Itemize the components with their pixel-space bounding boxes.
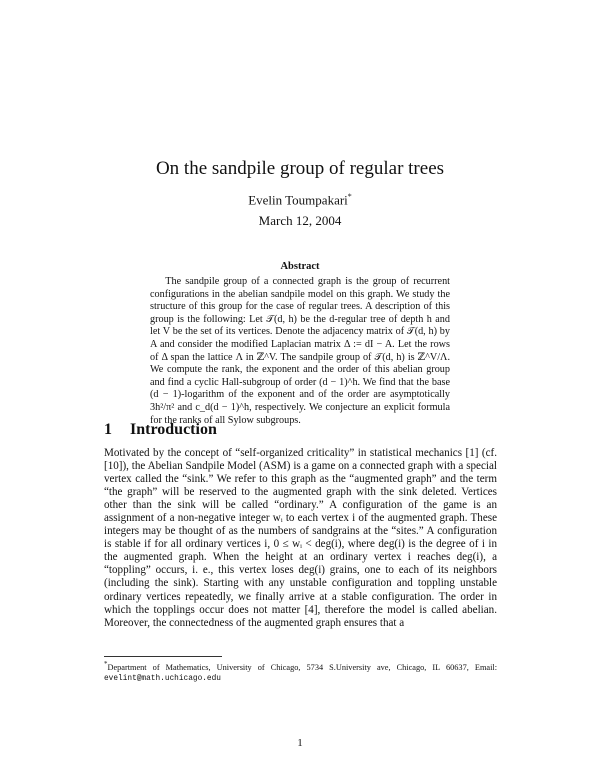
footnote-email[interactable]: evelint@math.uchicago.edu: [104, 675, 221, 684]
paper-title: On the sandpile group of regular trees: [155, 158, 445, 179]
author-line: [0, 192, 600, 208]
page-number: 1: [297, 737, 303, 749]
paper-date: March 12, 2004: [258, 213, 342, 228]
footnote: [104, 660, 497, 685]
section-number: 1: [104, 421, 112, 438]
intro-paragraph: Motivated by the concept of “self-organized criticality” in statistical mechanics [1] (cf. [10]), the Abelian Sandpile Model (ASM) is a game on a connected graph with a special vertex called the “sink.” We refer to this graph as the “augmented graph” and the term “the graph” will be reserved to the augmented graph with the sink deleted. Vertices other than the sink will be called “ordinary.” A configuration of the game is an assignment of a non-negative integer wᵢ to each vertex i of the augmented graph. These integers may be thought of as the numbers of sandgrains at the “sites.” A configuration is stable if for all ordinary vertices i, 0 ≤ wᵢ < deg(i), where deg(i) is the degree of i in the augmented graph. When the height at an ordinary vertex i reaches deg(i), a “toppling” occurs, i. e., this vertex loses deg(i) grains, one to each of its neighbors (including the sink). Starting with any unstable configuration and toppling unstable ordinary vertices repeatedly, we finally arrive at a stable configuration. The order in which the topplings occur does not matter [4], therefore the model is called abelian. Moreover, the connectedness of the augmented graph ensures that a: [104, 447, 497, 629]
author-footnote-mark: *: [347, 192, 352, 201]
author-name: Evelin Toumpakari: [248, 192, 348, 208]
footnote-text: Department of Mathematics, University of Chicago, 5734 S.University ave, Chicago, IL 60637, Email:: [107, 662, 497, 672]
abstract-body: The sandpile group of a connected graph is the group of recurrent configurations in the abelian sandpile model on this graph. We study the structure of this group for the case of regular trees. A description of this group is the following: Let 𝒯(d, h) be the d-regular tree of depth h and let V be the set of its vertices. Denote the adjacency matrix of 𝒯(d, h) by A and consider the modified Laplacian matrix Δ := dI − A. Let the rows of Δ span the lattice Λ in ℤ^V. The sandpile group of 𝒯(d, h) is ℤ^V/Λ. We compute the rank, the exponent and the order of this abelian group and find a cyclic Hall-subgroup of order (d − 1)^h. We find that the base (d − 1)-logarithm of the exponent and of the order are asymptotically 3h²/π² and c_d(d − 1)^h, respectively. We conjecture an explicit formula for the ranks of all Sylow subgroups.: [150, 276, 450, 426]
abstract-heading: Abstract: [280, 261, 320, 272]
section-title: Introduction: [130, 421, 217, 438]
footnote-mark: *: [104, 661, 108, 668]
section-heading: [104, 421, 217, 439]
footnote-rule: [104, 656, 222, 657]
